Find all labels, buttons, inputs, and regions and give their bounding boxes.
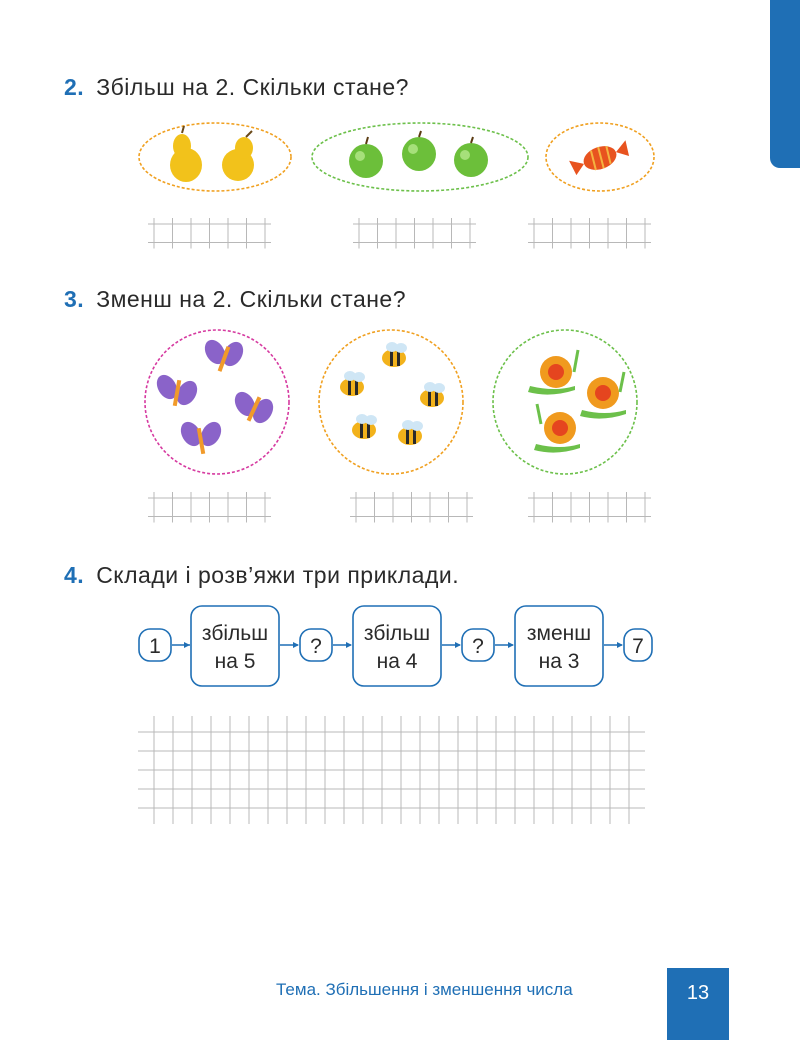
apple-icon xyxy=(402,131,436,171)
chain-end-value: 7 xyxy=(632,635,644,658)
snail-icon xyxy=(528,350,578,395)
work-grid xyxy=(138,716,645,824)
pear-icon xyxy=(222,131,254,181)
answer-grid xyxy=(528,218,651,249)
chain-step-3-line2: на 3 xyxy=(538,650,580,673)
bee-icon xyxy=(398,420,423,445)
butterfly-icon xyxy=(201,336,248,372)
pear-icon xyxy=(170,126,202,182)
butterfly-icon xyxy=(231,388,278,427)
answer-grid xyxy=(148,218,271,249)
chain-step-1-line2: на 5 xyxy=(214,650,256,673)
apple-icon xyxy=(454,137,488,177)
task-3-heading: 3. Зменш на 2. Скільки стане? xyxy=(64,286,407,312)
answer-grid xyxy=(148,492,271,523)
answer-grid xyxy=(528,492,651,523)
chain-diagram xyxy=(139,606,652,686)
chain-start-value: 1 xyxy=(149,635,161,658)
chain-unknown-1: ? xyxy=(310,635,322,658)
pear-group-oval xyxy=(139,123,291,191)
chain-step-2-line1: збільш xyxy=(363,622,431,645)
chain-step-1-line1: збільш xyxy=(201,622,269,645)
page-number: 13 xyxy=(667,968,729,1040)
chain-step-1-box xyxy=(191,606,279,686)
chain-step-3-box xyxy=(515,606,603,686)
bee-icon xyxy=(340,371,365,396)
chain-step-2-box xyxy=(353,606,441,686)
butterfly-icon xyxy=(153,371,202,409)
answer-grid xyxy=(353,218,476,249)
bee-icon xyxy=(382,342,407,367)
bee-icon xyxy=(420,382,445,407)
candy-icon xyxy=(568,137,632,178)
chain-step-3-line1: зменш xyxy=(526,622,592,645)
chain-unknown-2: ? xyxy=(472,635,484,658)
footer-topic: Тема. Збільшення і зменшення числа xyxy=(276,980,573,999)
chain-step-2-line2: на 4 xyxy=(376,650,418,673)
snail-icon xyxy=(580,372,626,419)
bee-icon xyxy=(352,414,377,439)
snail-icon xyxy=(534,404,580,453)
task-4-heading: 4. Склади і розв’яжи три приклади. xyxy=(64,562,460,588)
answer-grid xyxy=(350,492,473,523)
task-2-heading: 2. Збільш на 2. Скільки стане? xyxy=(64,74,409,100)
apple-icon xyxy=(349,137,383,178)
butterfly-icon xyxy=(177,418,226,454)
